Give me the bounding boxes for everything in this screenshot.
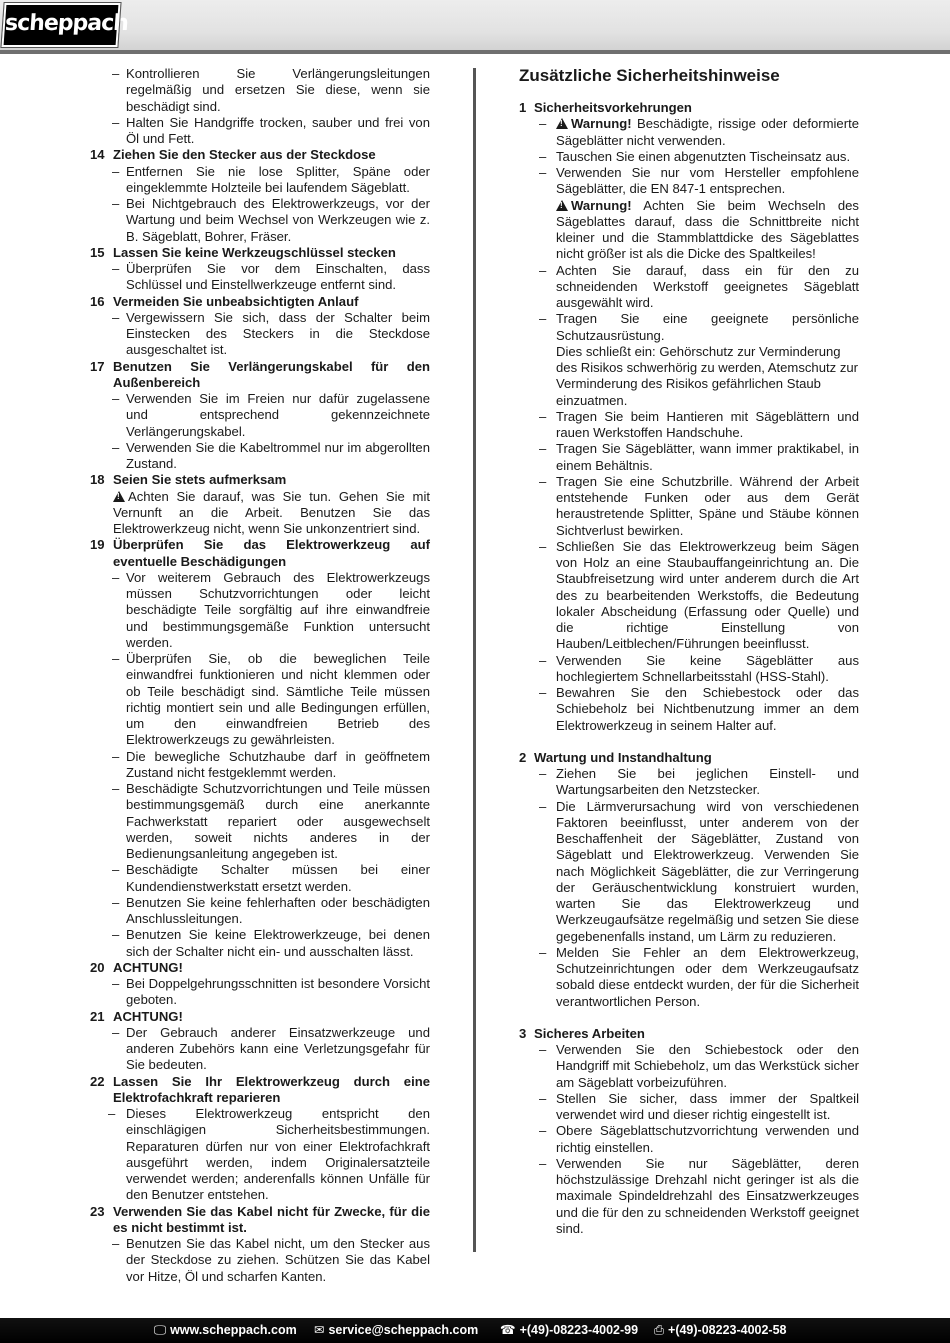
- section-heading-17: 17 Benutzen Sie Verlängerungskabel für den Außenbereich: [90, 358, 430, 390]
- list-item: – Die bewegliche Schutzhaube darf in geöffnetem Zustand nicht festgeklemmt werden.: [112, 748, 430, 780]
- list-item: – Tragen Sie eine geeignete persönliche Schutzausrüstung.: [539, 311, 859, 343]
- section-heading-22: 22 Lassen Sie Ihr Elektrowerkzeug durch eine Elektrofachkraft reparieren: [90, 1073, 430, 1105]
- left-column: [90, 66, 430, 1285]
- list-item: – Dieses Elektrowerkzeug entspricht den einschlägigen Sicherheitsbestimmungen. Reparaturen dürfen nur von einer Elektrofachkraft ausgeführt werden, indem Originalersatzteile verwendet werden; anderenfalls können Unfälle für den Benutzer entstehen.: [108, 1106, 430, 1203]
- list-item-continuation: Dies schließt ein: Gehörschutz zur Verminderung des Risikos schwerhörig zu werden, Atemschutz zur Verminderung des Risikos gefährlichen Staub einzuatmen.: [556, 343, 859, 408]
- list-item: – Tragen Sie beim Hantieren mit Sägeblättern und rauen Werkstoffen Handschuhe.: [539, 408, 859, 440]
- column-divider: [473, 68, 476, 1252]
- footer-fax: ⎙ +(49)-08223-4002-58: [654, 1318, 787, 1343]
- list-item: – Melden Sie Fehler an dem Elektrowerkzeug, Schutzeinrichtungen oder dem Werkzeugaufsatz sobald diese entdeckt wurden, der für die Sicherheit verantwortlichen Person.: [539, 944, 859, 1009]
- list-item-continuation: !Warnung! Achten Sie beim Wechseln des Sägeblattes darauf, dass die Schnittbreite nicht kleiner und die Stammblattdicke des Sägeblattes nicht größer ist als die Dicke des Spaltkeiles!: [519, 198, 859, 263]
- section-heading-3: 3 Sicheres Arbeiten: [519, 1025, 645, 1041]
- mail-icon: ✉: [314, 1323, 325, 1337]
- warning-icon: [556, 200, 568, 211]
- section-heading-14: 14 Ziehen Sie den Stecker aus der Steckdose: [90, 147, 376, 163]
- brand-logo: scheppach: [1, 3, 120, 47]
- section-heading-2: 2 Wartung und Instandhaltung: [519, 749, 712, 765]
- phone-icon: ☎: [500, 1323, 516, 1337]
- page-title: Zusätzliche Sicherheitshinweise: [519, 66, 780, 85]
- list-item: – Tauschen Sie einen abgenutzten Tischeinsatz aus.: [539, 148, 851, 164]
- list-item: – ! Warnung! Beschädigte, rissige oder deformierte Sägeblätter nicht verwenden.: [519, 116, 859, 149]
- list-item: – Überprüfen Sie, ob die beweglichen Teile einwandfrei funktionieren und nicht klemmen oder ob Teile beschädigt sind. Sämtliche Teile müssen richtig montiert sein und alle Bedingungen erfüllen, um den einwandfreien Betrieb des Elektrowerkzeugs zu gewährleisten.: [112, 651, 430, 748]
- list-item: – Verwenden Sie die Kabeltrommel nur im abgerollten Zustand.: [112, 439, 430, 471]
- list-item: – Verwenden Sie den Schiebestock oder den Handgriff mit Schiebeholz, um das Werkstück sicher am Sägeblatt vorbeizuführen.: [539, 1042, 859, 1090]
- list-item: – Vor weiterem Gebrauch des Elektrowerkzeugs müssen Schutzvorrichtungen oder leicht beschädigte Teile sorgfältig auf ihre einwandfreie und bestimmungsgemäße Funktion untersucht werden.: [112, 569, 430, 650]
- list-item: – Verwenden Sie nur vom Hersteller empfohlene Sägeblätter, die EN 847-1 entsprechen.: [539, 165, 859, 197]
- section-18-body: !Achten Sie darauf, was Sie tun. Gehen Sie mit Vernunft an die Arbeit. Benutzen Sie das Elektrowerkzeug nicht, wenn Sie unkonzentriert sind.: [90, 489, 430, 538]
- list-item: – Ziehen Sie bei jeglichen Einstell- und Wartungsarbeiten den Netzstecker.: [539, 766, 859, 798]
- list-item: – Vergewissern Sie sich, dass der Schalter beim Einstecken des Steckers in die Steckdose ausgeschaltet ist.: [112, 309, 430, 358]
- list-item: – Verwenden Sie im Freien nur dafür zugelassene und entsprechend gekennzeichnete Verlängerungskabel.: [112, 391, 430, 439]
- list-item: – Verwenden Sie keine Sägeblätter aus hochlegiertem Schnellarbeitsstahl (HSS-Stahl).: [539, 652, 859, 684]
- section-heading-18: 18 Seien Sie stets aufmerksam: [90, 472, 287, 488]
- list-item: – Der Gebrauch anderer Einsatzwerkzeuge und anderen Zubehörs kann eine Verletzungsgefahr für Sie bedeuten.: [112, 1024, 430, 1073]
- list-item: – Bei Nichtgebrauch des Elektrowerkzeugs, vor der Wartung und beim Wechsel von Werkzeugen wie z. B. Sägeblatt, Bohrer, Fräser.: [112, 196, 430, 244]
- list-item: – Tragen Sie eine Schutzbrille. Während der Arbeit entstehende Funken oder aus dem Gerät heraustretende Splitter, Späne und Stäube können Sichtverlust bewirken.: [539, 473, 859, 538]
- page-header: [0, 0, 950, 54]
- monitor-icon: 🖵: [154, 1323, 167, 1337]
- header-rule: [0, 50, 950, 54]
- list-item: – Bewahren Sie den Schiebestock oder das Schiebeholz bei Nichtbenutzung immer an dem Elektrowerkzeug in seinem Halter auf.: [539, 685, 859, 733]
- footer-website[interactable]: 🖵 www.scheppach.com: [154, 1318, 297, 1343]
- list-item: – Kontrollieren Sie Verlängerungsleitungen regelmäßig und ersetzen Sie diese, wenn sie beschädigt sind.: [112, 66, 430, 114]
- section-heading-23: 23 Verwenden Sie das Kabel nicht für Zwecke, für die es nicht bestimmt ist.: [90, 1203, 430, 1235]
- section-heading-15: 15 Lassen Sie keine Werkzeugschlüssel stecken: [90, 244, 396, 260]
- list-item: – Beschädigte Schutzvorrichtungen und Teile müssen bestimmungsgemäß durch eine anerkannte Fachwerkstatt repariert oder ausgewechselt werden, soweit nichts anderes in der Bedienungsanleitung angegeben ist.: [112, 781, 430, 861]
- right-column: [519, 66, 859, 1237]
- section-heading-19: 19 Überprüfen Sie das Elektrowerkzeug auf eventuelle Beschädigungen: [90, 537, 430, 569]
- footer-email[interactable]: ✉ service@scheppach.com: [314, 1318, 478, 1343]
- list-item: – Beschädigte Schalter müssen bei einer Kundendienstwerkstatt ersetzt werden.: [112, 862, 430, 894]
- section-heading-20: 20 ACHTUNG!: [90, 959, 183, 975]
- list-item: – Verwenden Sie nur Sägeblätter, deren höchstzulässige Drehzahl nicht geringer ist als die maximale Spindeldrehzahl des Einsatzwerkzeuges und die für den zu schneidenden Werkstoff geeignet sind.: [539, 1155, 859, 1236]
- section-heading-1: 1 Sicherheitsvorkehrungen: [519, 100, 692, 115]
- list-item: – Tragen Sie Sägeblätter, wann immer praktikabel, in einem Behältnis.: [539, 441, 859, 473]
- list-item: – Obere Sägeblattschutzvorrichtung verwenden und richtig einstellen.: [539, 1123, 859, 1155]
- list-item: – Achten Sie darauf, dass ein für den zu schneidenden Werkstoff geeignetes Sägeblatt ausgewählt wird.: [539, 262, 859, 310]
- list-item: – Überprüfen Sie vor dem Einschalten, dass Schlüssel und Einstellwerkzeuge entfernt sind.: [112, 261, 430, 293]
- list-item: – Halten Sie Handgriffe trocken, sauber und frei von Öl und Fett.: [112, 114, 430, 146]
- list-item: – Benutzen Sie keine Elektrowerkzeuge, bei denen sich der Schalter nicht ein- und ausschalten lässt.: [112, 927, 430, 959]
- warning-icon: [556, 118, 568, 129]
- section-heading-21: 21 ACHTUNG!: [90, 1008, 183, 1024]
- list-item: – Benutzen Sie das Kabel nicht, um den Stecker aus der Steckdose zu ziehen. Schützen Sie das Kabel vor Hitze, Öl und scharfen Kanten.: [112, 1236, 430, 1284]
- footer-phone: ☎ +(49)-08223-4002-99: [500, 1318, 638, 1343]
- list-item: – Benutzen Sie keine fehlerhaften oder beschädigten Anschlussleitungen.: [112, 894, 430, 926]
- list-item: – Stellen Sie sicher, dass immer der Spaltkeil verwendet wird und dieser richtig eingestellt ist.: [539, 1090, 859, 1122]
- warning-icon: [113, 491, 125, 502]
- list-item: – Die Lärmverursachung wird von verschiedenen Faktoren beeinflusst, unter anderem von der Beschaffenheit der Sägeblätter, Zustand von Sägeblatt und Elektrowerkzeug. Verwenden Sie nach Möglichkeit Sägeblätter, die zur Verringerung der Geräuschentwicklung konstruiert wurden, warten Sie das Elektrowerkzeug und Werkzeugaufsätze regelmäßig und setzen Sie diese gegebenenfalls instand, um Lärm zu reduzieren.: [539, 798, 859, 944]
- section-heading-16: 16 Vermeiden Sie unbeabsichtigten Anlauf: [90, 293, 359, 309]
- list-item: – Entfernen Sie nie lose Splitter, Späne oder eingeklemmte Holzteile bei laufendem Sägeblatt.: [112, 163, 430, 195]
- list-item: – Schließen Sie das Elektrowerkzeug beim Sägen von Holz an eine Staubauffangeinrichtung an. Die Staubfreisetzung wird unter anderem durch die Art des zu bearbeitenden Werkstoffs, die Bedeutung lokaler Abscheidung (Erfassung oder Quelle) und die richtige Einstellung von Hauben/Leitblechen/Führungen beeinflusst.: [539, 538, 859, 652]
- page-footer: [0, 1318, 950, 1343]
- fax-icon: ⎙: [654, 1323, 665, 1337]
- list-item: – Bei Doppelgehrungsschnitten ist besondere Vorsicht geboten.: [112, 976, 430, 1008]
